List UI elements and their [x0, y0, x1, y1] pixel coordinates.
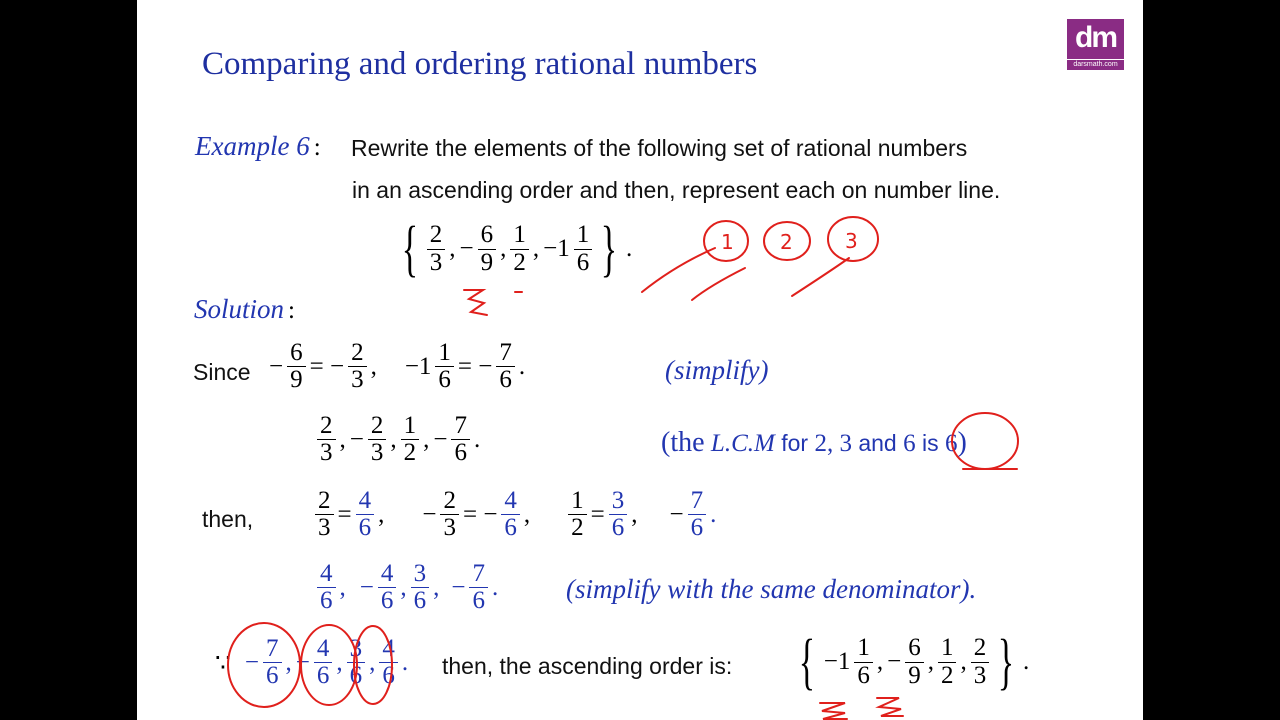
set-frac-2: $\frac{6}{9}$ — [478, 222, 497, 276]
ascending-order-text: then, the ascending order is: — [442, 653, 733, 679]
example-label — [195, 131, 321, 162]
logo-url: darsmath.com — [1067, 60, 1124, 70]
ascending-order-set: { −1 $\frac{1}{6}$ , − $\frac{6}{9}$ , $\frac{1}{2}$ , $\frac{2}{3}$ } . — [798, 628, 1030, 696]
logo-mark: dm — [1067, 19, 1124, 59]
same-denominator-note: (simplify with the same denominator). — [566, 574, 977, 604]
lcm-note: (the L.C.M for 2, 3 and 6 is 6) — [661, 427, 967, 458]
ink-stroke-3 — [792, 258, 849, 296]
list-1: $\frac{2}{3}$ , − $\frac{2}{3}$ , $\frac{1}{2}$ , − $\frac{7}{6}$ . — [315, 413, 482, 467]
set-frac-1: $\frac{2}{3}$ — [427, 222, 446, 276]
slide-title: Comparing and ordering rational numbers — [202, 46, 758, 82]
final-frac-1: $\frac{7}{6}$ — [263, 636, 282, 690]
final-line: ∵ − $\frac{7}{6}$ , − $\frac{4}{6}$ , $\frac{3}{6}$ , $\frac{4}{6}$ . — [215, 635, 409, 690]
list2-frac-1: $\frac{4}{6}$ — [317, 561, 336, 615]
set-close-brace: } — [600, 215, 618, 283]
since-frac-a: $\frac{6}{9}$ — [287, 340, 306, 394]
ink-stroke-2 — [692, 268, 745, 300]
ink-circle-3 — [828, 217, 878, 261]
final-frac-2: $\frac{4}{6}$ — [314, 636, 333, 690]
example-line-1: Rewrite the elements of the following set of rational numbers — [351, 135, 968, 161]
list1-frac-2: $\frac{2}{3}$ — [368, 413, 387, 467]
since-frac-b-result: $\frac{7}{6}$ — [496, 340, 515, 394]
ink-squiggle-set — [464, 290, 487, 315]
set-open-brace: { — [401, 215, 419, 283]
then-frac-3: $\frac{3}{6}$ — [609, 488, 628, 542]
since-frac-b: $\frac{1}{6}$ — [435, 340, 454, 394]
since-word: Since — [193, 359, 251, 385]
ink-label-3: 3 — [845, 229, 858, 253]
result-frac-3: $\frac{1}{2}$ — [938, 635, 957, 689]
example-label-text: Example 6 — [195, 131, 310, 161]
darsmath-logo — [1067, 19, 1124, 69]
ink-circle-2 — [764, 222, 810, 260]
final-frac-3: $\frac{3}{6}$ — [347, 636, 366, 690]
ink-squiggle-r1 — [820, 703, 847, 719]
then-equations: $\frac{2}{3}$ = $\frac{4}{6}$ , − $\frac{2}{3}$ = − $\frac{4}{6}$ , $\frac{1}{2}$ = $\frac{3}{6}$ , − $\frac{7}{6}$ . — [313, 488, 718, 542]
example-line-2: in an ascending order and then, represent each on number line. — [352, 177, 1001, 203]
list2-frac-3: $\frac{3}{6}$ — [411, 561, 430, 615]
then-frac-4: $\frac{7}{6}$ — [688, 488, 707, 542]
then-word: then, — [202, 506, 254, 532]
set-frac-3: $\frac{1}{2}$ — [510, 222, 529, 276]
list-2: $\frac{4}{6}$ , − $\frac{4}{6}$ , $\frac{3}{6}$ , − $\frac{7}{6}$ . — [315, 561, 500, 615]
then-frac-2: $\frac{4}{6}$ — [501, 488, 520, 542]
example-colon: : — [313, 134, 321, 161]
since-equations: − $\frac{6}{9}$ = − $\frac{2}{3}$ , −1 $\frac{1}{6}$ = − $\frac{7}{6}$ . — [269, 339, 526, 394]
ink-label-1: 1 — [721, 230, 734, 254]
simplify-note: (simplify) — [665, 355, 769, 385]
list1-frac-3: $\frac{1}{2}$ — [401, 413, 420, 467]
list1-frac-1: $\frac{2}{3}$ — [317, 413, 336, 467]
then-frac-1: $\frac{4}{6}$ — [356, 488, 375, 542]
example-set: { $\frac{2}{3}$ , − $\frac{6}{9}$ , $\frac{1}{2}$ , −1 $\frac{1}{6}$ } . — [401, 215, 633, 283]
ink-stroke-1 — [642, 248, 715, 292]
ink-circle-1 — [704, 221, 748, 261]
solution-label: Solution : — [194, 294, 295, 324]
ink-label-2: 2 — [780, 230, 793, 254]
set-frac-4: $\frac{1}{6}$ — [574, 222, 593, 276]
result-frac-4: $\frac{2}{3}$ — [971, 635, 990, 689]
since-frac-a-result: $\frac{2}{3}$ — [348, 340, 367, 394]
slide — [137, 0, 1143, 720]
list1-frac-4: $\frac{7}{6}$ — [451, 413, 470, 467]
list2-frac-4: $\frac{7}{6}$ — [469, 561, 488, 615]
final-frac-4: $\frac{4}{6}$ — [379, 636, 398, 690]
ink-squiggle-r2 — [877, 698, 903, 716]
therefore-symbol: ∵ — [215, 649, 231, 677]
result-frac-2: $\frac{6}{9}$ — [905, 635, 924, 689]
list2-frac-2: $\frac{4}{6}$ — [378, 561, 397, 615]
result-frac-1: $\frac{1}{6}$ — [854, 635, 873, 689]
solution-label-text: Solution — [194, 294, 285, 324]
